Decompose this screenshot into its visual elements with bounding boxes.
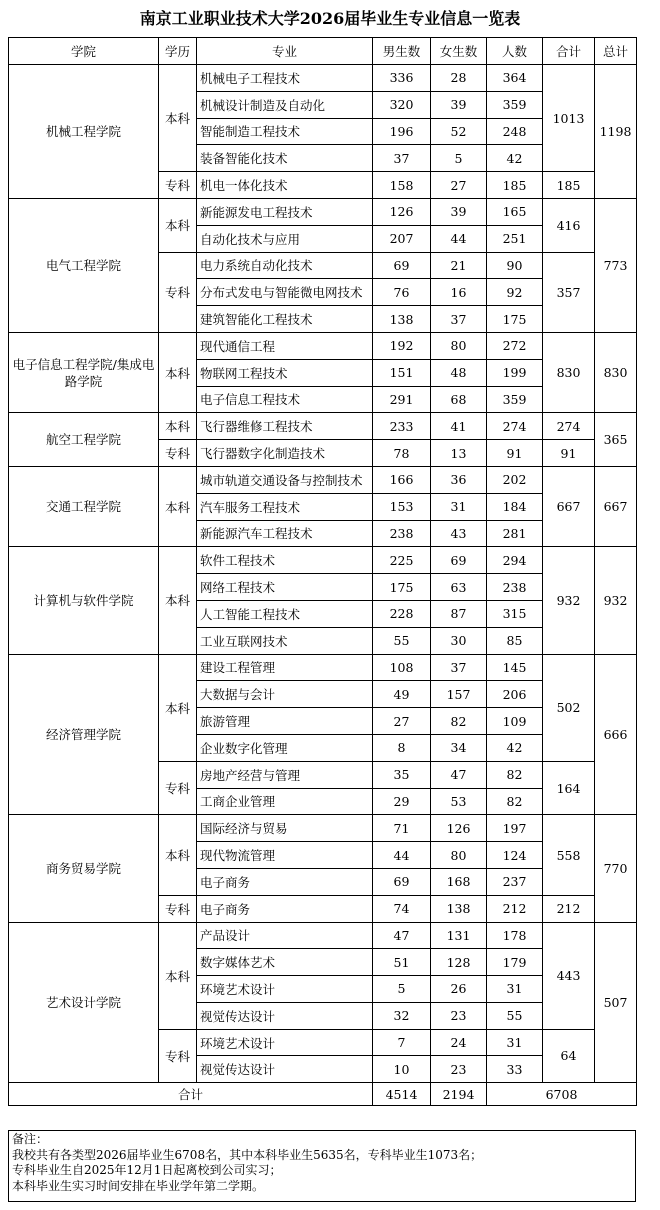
major-name: 城市轨道交通设备与控制技术 xyxy=(197,466,373,493)
degree-level: 本科 xyxy=(159,332,197,412)
major-name: 网络工程技术 xyxy=(197,574,373,601)
female-count: 23 xyxy=(431,1056,487,1083)
male-count: 44 xyxy=(373,842,431,869)
female-count: 53 xyxy=(431,788,487,815)
female-count: 48 xyxy=(431,359,487,386)
male-count: 7 xyxy=(373,1029,431,1056)
student-count: 184 xyxy=(487,493,543,520)
student-count: 359 xyxy=(487,91,543,118)
student-count: 85 xyxy=(487,627,543,654)
male-count: 55 xyxy=(373,627,431,654)
summary-male: 4514 xyxy=(373,1083,431,1106)
college-name: 电气工程学院 xyxy=(9,198,159,332)
student-count: 91 xyxy=(487,440,543,467)
major-name: 电力系统自动化技术 xyxy=(197,252,373,279)
major-name: 视觉传达设计 xyxy=(197,1056,373,1083)
male-count: 320 xyxy=(373,91,431,118)
student-count: 31 xyxy=(487,976,543,1003)
notes-line: 我校共有各类型2026届毕业生6708名，其中本科毕业生5635名，专科毕业生1073名； xyxy=(12,1147,483,1162)
major-name: 机电一体化技术 xyxy=(197,172,373,199)
female-count: 13 xyxy=(431,440,487,467)
student-count: 212 xyxy=(487,895,543,922)
female-count: 87 xyxy=(431,600,487,627)
student-count: 294 xyxy=(487,547,543,574)
male-count: 37 xyxy=(373,145,431,172)
male-count: 78 xyxy=(373,440,431,467)
student-count: 178 xyxy=(487,922,543,949)
female-count: 128 xyxy=(431,949,487,976)
major-name: 房地产经营与管理 xyxy=(197,761,373,788)
female-count: 138 xyxy=(431,895,487,922)
female-count: 5 xyxy=(431,145,487,172)
male-count: 35 xyxy=(373,761,431,788)
female-count: 131 xyxy=(431,922,487,949)
student-count: 206 xyxy=(487,681,543,708)
degree-level: 本科 xyxy=(159,466,197,546)
student-count: 33 xyxy=(487,1056,543,1083)
degree-level: 专科 xyxy=(159,895,197,922)
notes-line: 专科毕业生自2025年12月1日起离校到公司实习； xyxy=(12,1163,282,1177)
female-count: 37 xyxy=(431,306,487,333)
student-count: 175 xyxy=(487,306,543,333)
header-major: 专业 xyxy=(197,38,373,65)
college-name: 经济管理学院 xyxy=(9,654,159,815)
student-count: 274 xyxy=(487,413,543,440)
student-count: 237 xyxy=(487,868,543,895)
major-name: 新能源汽车工程技术 xyxy=(197,520,373,547)
student-count: 272 xyxy=(487,332,543,359)
group-subtotal: 667 xyxy=(543,466,595,546)
degree-level: 专科 xyxy=(159,761,197,815)
male-count: 69 xyxy=(373,252,431,279)
group-subtotal: 91 xyxy=(543,440,595,467)
female-count: 30 xyxy=(431,627,487,654)
major-name: 电子商务 xyxy=(197,895,373,922)
header-subtotal: 合计 xyxy=(543,38,595,65)
table-row xyxy=(9,466,637,493)
college-name: 商务贸易学院 xyxy=(9,815,159,922)
header-count: 人数 xyxy=(487,38,543,65)
major-name: 国际经济与贸易 xyxy=(197,815,373,842)
male-count: 138 xyxy=(373,306,431,333)
female-count: 68 xyxy=(431,386,487,413)
female-count: 34 xyxy=(431,734,487,761)
female-count: 26 xyxy=(431,976,487,1003)
male-count: 175 xyxy=(373,574,431,601)
college-name: 计算机与软件学院 xyxy=(9,547,159,654)
degree-level: 本科 xyxy=(159,547,197,654)
female-count: 36 xyxy=(431,466,487,493)
male-count: 196 xyxy=(373,118,431,145)
female-count: 21 xyxy=(431,252,487,279)
female-count: 43 xyxy=(431,520,487,547)
female-count: 157 xyxy=(431,681,487,708)
group-subtotal: 185 xyxy=(543,172,595,199)
table-row xyxy=(9,547,637,574)
degree-level: 专科 xyxy=(159,172,197,199)
college-name: 航空工程学院 xyxy=(9,413,159,467)
summary-female: 2194 xyxy=(431,1083,487,1106)
major-name: 企业数字化管理 xyxy=(197,734,373,761)
student-count: 281 xyxy=(487,520,543,547)
major-name: 视觉传达设计 xyxy=(197,1002,373,1029)
student-count: 199 xyxy=(487,359,543,386)
male-count: 5 xyxy=(373,976,431,1003)
group-subtotal: 932 xyxy=(543,547,595,654)
major-name: 现代通信工程 xyxy=(197,332,373,359)
male-count: 69 xyxy=(373,868,431,895)
student-count: 82 xyxy=(487,788,543,815)
student-count: 359 xyxy=(487,386,543,413)
college-total: 830 xyxy=(595,332,637,412)
male-count: 225 xyxy=(373,547,431,574)
student-count: 145 xyxy=(487,654,543,681)
page-title: 南京工业职业技术大学2026届毕业生专业信息一览表 xyxy=(139,9,521,28)
college-total: 667 xyxy=(595,466,637,546)
degree-level: 专科 xyxy=(159,252,197,332)
female-count: 82 xyxy=(431,708,487,735)
major-name: 新能源发电工程技术 xyxy=(197,198,373,225)
summary-total: 6708 xyxy=(487,1083,637,1106)
student-count: 109 xyxy=(487,708,543,735)
group-subtotal: 558 xyxy=(543,815,595,895)
table-row xyxy=(9,198,637,225)
group-subtotal: 416 xyxy=(543,198,595,252)
male-count: 10 xyxy=(373,1056,431,1083)
student-count: 55 xyxy=(487,1002,543,1029)
male-count: 238 xyxy=(373,520,431,547)
major-name: 建设工程管理 xyxy=(197,654,373,681)
female-count: 47 xyxy=(431,761,487,788)
group-subtotal: 357 xyxy=(543,252,595,332)
degree-level: 本科 xyxy=(159,413,197,440)
student-count: 202 xyxy=(487,466,543,493)
student-count: 90 xyxy=(487,252,543,279)
table-header-row xyxy=(9,38,637,65)
major-name: 智能制造工程技术 xyxy=(197,118,373,145)
student-count: 197 xyxy=(487,815,543,842)
major-name: 软件工程技术 xyxy=(197,547,373,574)
major-name: 环境艺术设计 xyxy=(197,976,373,1003)
major-name: 飞行器维修工程技术 xyxy=(197,413,373,440)
group-subtotal: 274 xyxy=(543,413,595,440)
student-count: 31 xyxy=(487,1029,543,1056)
male-count: 228 xyxy=(373,600,431,627)
student-count: 251 xyxy=(487,225,543,252)
college-total: 773 xyxy=(595,198,637,332)
table-row xyxy=(9,922,637,949)
notes-line: 本科毕业生实习时间安排在毕业学年第二学期。 xyxy=(12,1178,265,1193)
college-total: 932 xyxy=(595,547,637,654)
major-name: 工业互联网技术 xyxy=(197,627,373,654)
major-name: 机械设计制造及自动化 xyxy=(197,91,373,118)
student-count: 92 xyxy=(487,279,543,306)
group-subtotal: 164 xyxy=(543,761,595,815)
notes-heading: 备注： xyxy=(12,1132,49,1146)
female-count: 39 xyxy=(431,198,487,225)
header-college: 学院 xyxy=(9,38,159,65)
student-count: 42 xyxy=(487,734,543,761)
table-row xyxy=(9,654,637,681)
male-count: 49 xyxy=(373,681,431,708)
female-count: 63 xyxy=(431,574,487,601)
female-count: 31 xyxy=(431,493,487,520)
degree-level: 本科 xyxy=(159,198,197,252)
student-count: 315 xyxy=(487,600,543,627)
major-name: 分布式发电与智能微电网技术 xyxy=(197,279,373,306)
female-count: 27 xyxy=(431,172,487,199)
female-count: 52 xyxy=(431,118,487,145)
female-count: 168 xyxy=(431,868,487,895)
college-name: 机械工程学院 xyxy=(9,65,159,199)
male-count: 108 xyxy=(373,654,431,681)
graduates-table xyxy=(8,37,637,1106)
degree-level: 专科 xyxy=(159,1029,197,1083)
table-body xyxy=(9,38,637,1106)
male-count: 291 xyxy=(373,386,431,413)
male-count: 76 xyxy=(373,279,431,306)
student-count: 238 xyxy=(487,574,543,601)
major-name: 人工智能工程技术 xyxy=(197,600,373,627)
male-count: 126 xyxy=(373,198,431,225)
student-count: 248 xyxy=(487,118,543,145)
table-row xyxy=(9,65,637,92)
degree-level: 本科 xyxy=(159,815,197,895)
header-level: 学历 xyxy=(159,38,197,65)
major-name: 电子信息工程技术 xyxy=(197,386,373,413)
male-count: 32 xyxy=(373,1002,431,1029)
female-count: 28 xyxy=(431,65,487,92)
major-name: 环境艺术设计 xyxy=(197,1029,373,1056)
female-count: 126 xyxy=(431,815,487,842)
major-name: 现代物流管理 xyxy=(197,842,373,869)
major-name: 大数据与会计 xyxy=(197,681,373,708)
student-count: 185 xyxy=(487,172,543,199)
college-total: 365 xyxy=(595,413,637,467)
major-name: 数字媒体艺术 xyxy=(197,949,373,976)
female-count: 41 xyxy=(431,413,487,440)
student-count: 124 xyxy=(487,842,543,869)
group-subtotal: 212 xyxy=(543,895,595,922)
male-count: 151 xyxy=(373,359,431,386)
male-count: 336 xyxy=(373,65,431,92)
female-count: 16 xyxy=(431,279,487,306)
header-female: 女生数 xyxy=(431,38,487,65)
major-name: 旅游管理 xyxy=(197,708,373,735)
male-count: 71 xyxy=(373,815,431,842)
major-name: 工商企业管理 xyxy=(197,788,373,815)
male-count: 166 xyxy=(373,466,431,493)
header-total: 总计 xyxy=(595,38,637,65)
major-name: 产品设计 xyxy=(197,922,373,949)
major-name: 汽车服务工程技术 xyxy=(197,493,373,520)
male-count: 192 xyxy=(373,332,431,359)
male-count: 207 xyxy=(373,225,431,252)
group-subtotal: 443 xyxy=(543,922,595,1029)
college-total: 770 xyxy=(595,815,637,922)
college-name: 电子信息工程学院/集成电路学院 xyxy=(9,332,159,412)
header-male: 男生数 xyxy=(373,38,431,65)
degree-level: 本科 xyxy=(159,654,197,761)
female-count: 37 xyxy=(431,654,487,681)
male-count: 233 xyxy=(373,413,431,440)
female-count: 80 xyxy=(431,332,487,359)
major-name: 物联网工程技术 xyxy=(197,359,373,386)
student-count: 165 xyxy=(487,198,543,225)
female-count: 69 xyxy=(431,547,487,574)
male-count: 47 xyxy=(373,922,431,949)
college-total: 507 xyxy=(595,922,637,1083)
college-name: 艺术设计学院 xyxy=(9,922,159,1083)
female-count: 39 xyxy=(431,91,487,118)
college-total: 666 xyxy=(595,654,637,815)
female-count: 44 xyxy=(431,225,487,252)
female-count: 23 xyxy=(431,1002,487,1029)
male-count: 74 xyxy=(373,895,431,922)
group-subtotal: 64 xyxy=(543,1029,595,1083)
college-total: 1198 xyxy=(595,65,637,199)
student-count: 179 xyxy=(487,949,543,976)
male-count: 8 xyxy=(373,734,431,761)
major-name: 装备智能化技术 xyxy=(197,145,373,172)
summary-row xyxy=(9,1083,637,1106)
group-subtotal: 502 xyxy=(543,654,595,761)
male-count: 27 xyxy=(373,708,431,735)
male-count: 153 xyxy=(373,493,431,520)
student-count: 82 xyxy=(487,761,543,788)
table-row xyxy=(9,332,637,359)
student-count: 364 xyxy=(487,65,543,92)
major-name: 电子商务 xyxy=(197,868,373,895)
group-subtotal: 830 xyxy=(543,332,595,412)
group-subtotal: 1013 xyxy=(543,65,595,172)
notes-box xyxy=(8,1130,636,1202)
female-count: 80 xyxy=(431,842,487,869)
college-name: 交通工程学院 xyxy=(9,466,159,546)
degree-level: 本科 xyxy=(159,922,197,1029)
student-count: 42 xyxy=(487,145,543,172)
female-count: 24 xyxy=(431,1029,487,1056)
major-name: 飞行器数字化制造技术 xyxy=(197,440,373,467)
table-row xyxy=(9,815,637,842)
major-name: 自动化技术与应用 xyxy=(197,225,373,252)
table-row xyxy=(9,413,637,440)
degree-level: 本科 xyxy=(159,65,197,172)
summary-label: 合计 xyxy=(9,1083,373,1106)
major-name: 建筑智能化工程技术 xyxy=(197,306,373,333)
male-count: 51 xyxy=(373,949,431,976)
degree-level: 专科 xyxy=(159,440,197,467)
male-count: 158 xyxy=(373,172,431,199)
major-name: 机械电子工程技术 xyxy=(197,65,373,92)
male-count: 29 xyxy=(373,788,431,815)
